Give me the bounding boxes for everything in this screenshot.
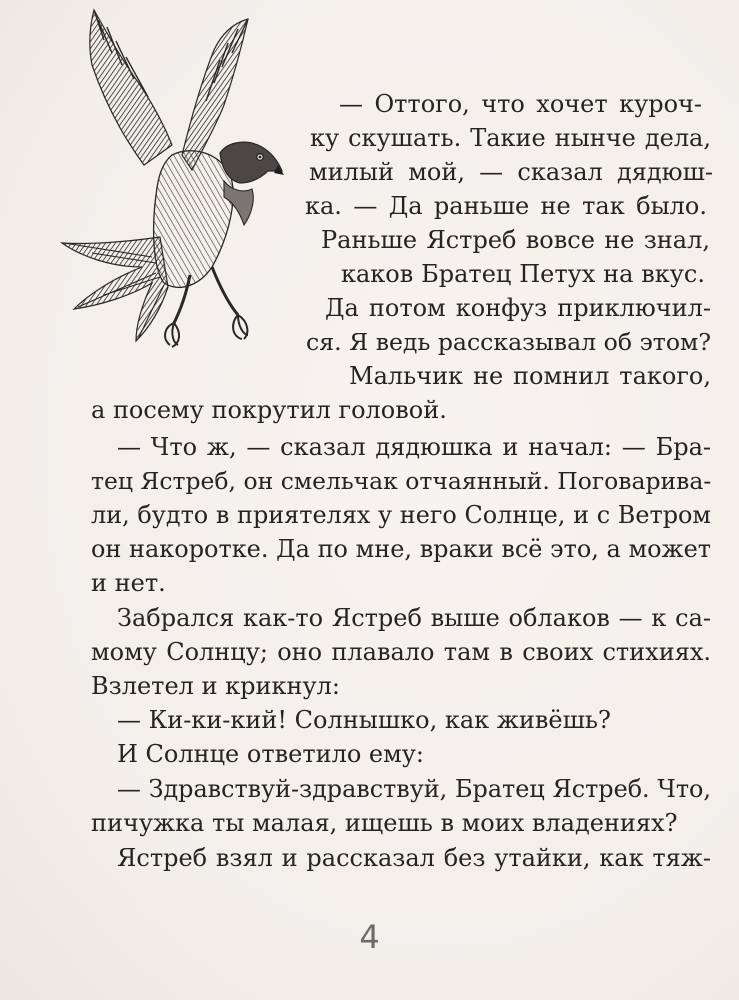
text-line: — Что ж, — сказал дядюшка и начал: — Бра-: [117, 433, 711, 461]
text-line: ка. — Да раньше не так было.: [305, 192, 707, 220]
text-line: он накоротке. Да по мне, враки всё это, а может: [91, 535, 711, 563]
text-line: Да потом конфуз приключил-: [325, 294, 711, 322]
text-line: милый мой, — сказал дядюш-: [309, 158, 713, 186]
text-line: а посему покрутил головой.: [91, 396, 447, 424]
text-line: ку скушать. Такие нынче дела,: [310, 124, 711, 152]
text-line: Раньше Ястреб вовсе не знал,: [321, 226, 710, 254]
text-line: ся. Я ведь рассказывал об этом?: [306, 328, 711, 356]
text-line: ли, будто в приятелях у него Солнце, и с Ветром: [91, 501, 711, 529]
text-line: тец Ястреб, он смельчак отчаянный. Поговарива-: [91, 467, 712, 495]
text-line: и нет.: [91, 569, 166, 597]
text-line: Взлетел и крикнул:: [91, 672, 340, 700]
text-line: мому Солнцу; оно плавало там в своих стихиях.: [91, 638, 711, 666]
hawk-icon: [52, 5, 292, 357]
text-line: каков Братец Петух на вкус.: [341, 260, 705, 288]
text-line: Забрался как-то Ястреб выше облаков — к са-: [117, 604, 711, 632]
text-line: — Ки-ки-кий! Солнышко, как живёшь?: [117, 706, 611, 734]
page-number: 4: [359, 918, 380, 956]
text-line: И Солнце ответило ему:: [117, 740, 424, 768]
text-line: Ястреб взял и рассказал без утайки, как тяж-: [117, 844, 711, 872]
text-line: пичужка ты малая, ищешь в моих владениях?: [91, 809, 678, 837]
text-line: Мальчик не помнил такого,: [349, 362, 711, 390]
text-line: — Оттого, что хочет куроч-: [339, 90, 702, 118]
text-line: — Здравствуй-здравствуй, Братец Ястреб. Что,: [117, 775, 711, 803]
